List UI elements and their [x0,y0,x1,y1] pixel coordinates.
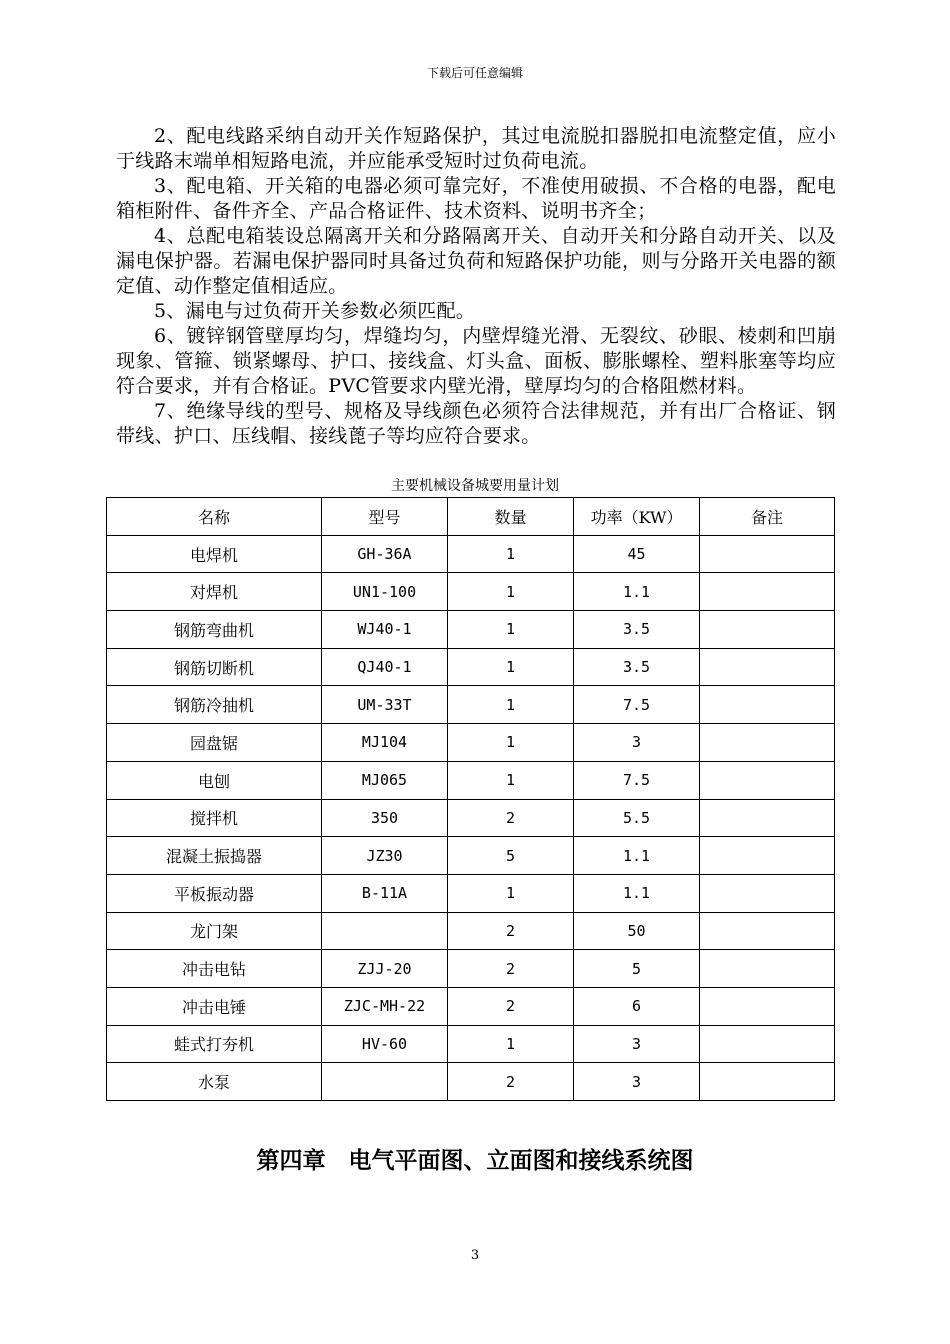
table-row [107,535,835,573]
cell-remarks [700,874,835,912]
table-row [107,987,835,1025]
cell-quantity: 1 [448,648,574,686]
cell-quantity: 5 [448,837,574,875]
cell-power: 1.1 [574,837,700,875]
cell-quantity: 1 [448,573,574,611]
cell-quantity: 1 [448,535,574,573]
cell-quantity: 2 [448,987,574,1025]
cell-name: 对焊机 [107,573,322,611]
cell-remarks [700,1025,835,1063]
cell-power: 6 [574,987,700,1025]
cell-remarks [700,761,835,799]
paragraph-5: 5、漏电与过负荷开关参数必须匹配。 [154,300,476,322]
table-row [107,912,835,950]
cell-name: 混凝土振捣器 [107,837,322,875]
paragraph-4: 4、总配电箱装设总隔离开关和分路隔离开关、自动开关和分路自动开关、以及漏电保护器。若漏电保护器同时具备过负荷和短路保护功能，则与分路开关电器的额定值、动作整定值相适应。 [116,225,836,297]
cell-name: 冲击电锤 [107,987,322,1025]
cell-quantity: 1 [448,611,574,649]
cell-name: 电刨 [107,761,322,799]
cell-model: GH-36A [322,535,448,573]
cell-remarks [700,611,835,649]
page-number: 3 [470,1248,480,1263]
cell-remarks [700,648,835,686]
cell-quantity: 2 [448,912,574,950]
table-row [107,1025,835,1063]
cell-model: JZ30 [322,837,448,875]
table-row [107,799,835,837]
chapter-title: 第四章 电气平面图、立面图和接线系统图 [256,1148,694,1174]
table-row [107,648,835,686]
cell-model: ZJJ-20 [322,950,448,988]
header-name: 名称 [107,498,322,536]
cell-name: 龙门架 [107,912,322,950]
cell-power: 3.5 [574,648,700,686]
table-caption: 主要机械设备城要用量计划 [391,478,559,494]
equipment-table [106,497,835,1101]
cell-name: 园盘锯 [107,724,322,762]
cell-model: ZJC-MH-22 [322,987,448,1025]
cell-model [322,912,448,950]
cell-quantity: 1 [448,724,574,762]
cell-model: HV-60 [322,1025,448,1063]
table-row [107,761,835,799]
body-text [116,124,836,449]
cell-quantity: 1 [448,686,574,724]
cell-remarks [700,912,835,950]
cell-remarks [700,573,835,611]
cell-remarks [700,799,835,837]
header-power: 功率（KW） [574,498,700,536]
paragraph-3: 3、配电箱、开关箱的电器必须可靠完好，不准使用破损、不合格的电器，配电箱柜附件、备件齐全、产品合格证件、技术资料、说明书齐全； [116,175,836,222]
table-header-row [107,498,835,536]
cell-remarks [700,535,835,573]
cell-power: 3 [574,724,700,762]
cell-remarks [700,987,835,1025]
cell-power: 45 [574,535,700,573]
cell-remarks [700,686,835,724]
cell-name: 冲击电钻 [107,950,322,988]
cell-remarks [700,724,835,762]
cell-name: 平板振动器 [107,874,322,912]
cell-name: 蛙式打夯机 [107,1025,322,1063]
header-model: 型号 [322,498,448,536]
cell-power: 50 [574,912,700,950]
cell-quantity: 2 [448,950,574,988]
cell-power: 7.5 [574,686,700,724]
page-header: 下载后可任意编辑 [426,66,523,80]
cell-quantity: 1 [448,1025,574,1063]
cell-model: UM-33T [322,686,448,724]
cell-model: QJ40-1 [322,648,448,686]
cell-power: 5 [574,950,700,988]
cell-name: 搅拌机 [107,799,322,837]
cell-model: 350 [322,799,448,837]
header-remarks: 备注 [700,498,835,536]
table-row [107,724,835,762]
cell-quantity: 1 [448,874,574,912]
cell-quantity: 2 [448,1063,574,1101]
table-row [107,611,835,649]
cell-quantity: 1 [448,761,574,799]
paragraph-7: 7、绝缘导线的型号、规格及导线颜色必须符合法律规范，并有出厂合格证、钢带线、护口、压线帽、接线蓖子等均应符合要求。 [116,400,836,447]
cell-power: 1.1 [574,573,700,611]
header-quantity: 数量 [448,498,574,536]
cell-power: 3 [574,1063,700,1101]
cell-model: MJ104 [322,724,448,762]
cell-quantity: 2 [448,799,574,837]
cell-remarks [700,837,835,875]
cell-power: 5.5 [574,799,700,837]
table-row [107,874,835,912]
cell-model: UN1-100 [322,573,448,611]
cell-power: 1.1 [574,874,700,912]
table-row [107,837,835,875]
cell-model: WJ40-1 [322,611,448,649]
cell-remarks [700,950,835,988]
cell-power: 7.5 [574,761,700,799]
cell-power: 3 [574,1025,700,1063]
cell-model: MJ065 [322,761,448,799]
cell-model [322,1063,448,1101]
table-row [107,950,835,988]
cell-name: 钢筋切断机 [107,648,322,686]
cell-name: 电焊机 [107,535,322,573]
table-row [107,573,835,611]
cell-remarks [700,1063,835,1101]
table-row [107,686,835,724]
cell-model: B-11A [322,874,448,912]
table-body [107,535,835,1100]
cell-name: 水泵 [107,1063,322,1101]
table-row [107,1063,835,1101]
paragraph-2: 2、配电线路采纳自动开关作短路保护，其过电流脱扣器脱扣电流整定值，应小于线路末端单相短路电流，并应能承受短时过负荷电流。 [116,125,836,172]
cell-name: 钢筋冷抽机 [107,686,322,724]
paragraph-6: 6、镀锌钢管壁厚均匀，焊缝均匀，内壁焊缝光滑、无裂纹、砂眼、棱刺和凹崩现象、管箍、锁紧螺母、护口、接线盒、灯头盒、面板、膨胀螺栓、塑料胀塞等均应符合要求，并有合格证。PVC管要求内壁光滑，壁厚均匀的合格阻燃材料。 [116,325,836,397]
cell-power: 3.5 [574,611,700,649]
cell-name: 钢筋弯曲机 [107,611,322,649]
